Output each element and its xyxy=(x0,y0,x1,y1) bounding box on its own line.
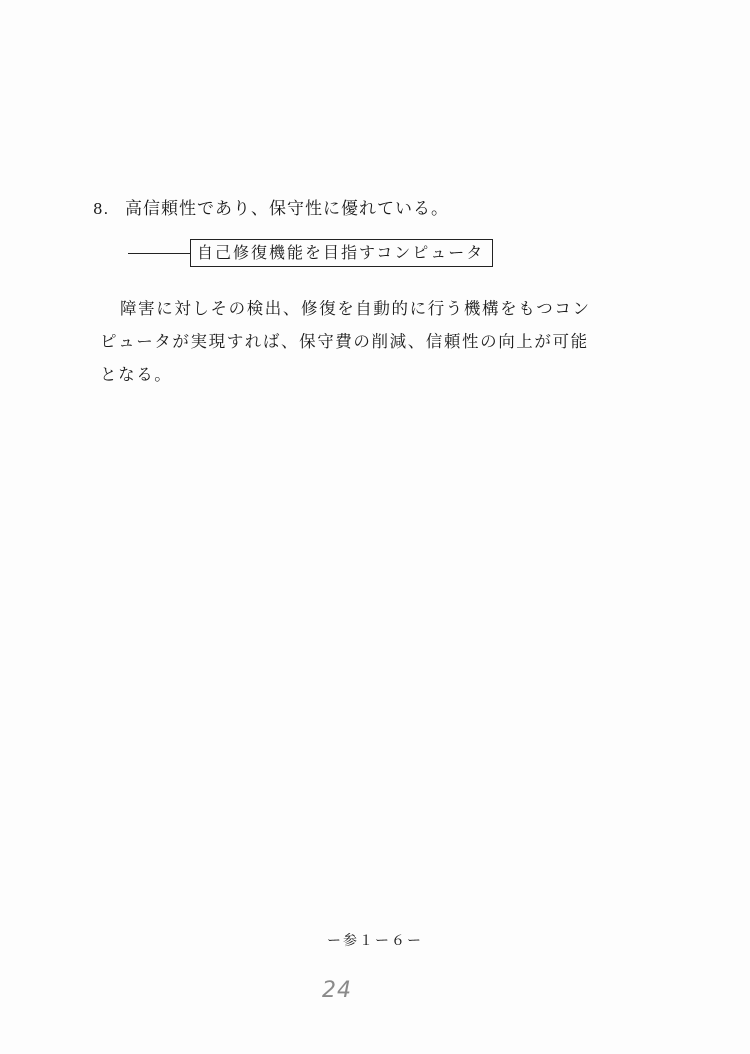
handwritten-page-number: 24 xyxy=(322,978,352,1003)
page-footer-label: ー参１ー６ー xyxy=(327,933,423,949)
boxed-subtitle: 自己修復機能を目指すコンピュータ xyxy=(190,239,493,267)
section-title: 高信頼性であり、保守性に優れている。 xyxy=(125,199,449,219)
body-paragraph xyxy=(100,292,590,391)
body-line-1: 障害に対しその検出、修復を自動的に行う機構をもつコン xyxy=(120,299,591,318)
body-line-2: ピュータが実現すれば、保守費の削減、信頼性の向上が可能 xyxy=(100,332,589,351)
subtitle-row xyxy=(128,238,493,268)
body-line-3: となる。 xyxy=(100,365,173,384)
section-heading xyxy=(93,194,449,219)
subtitle-dash xyxy=(128,253,190,254)
section-number: 8. xyxy=(93,200,110,218)
